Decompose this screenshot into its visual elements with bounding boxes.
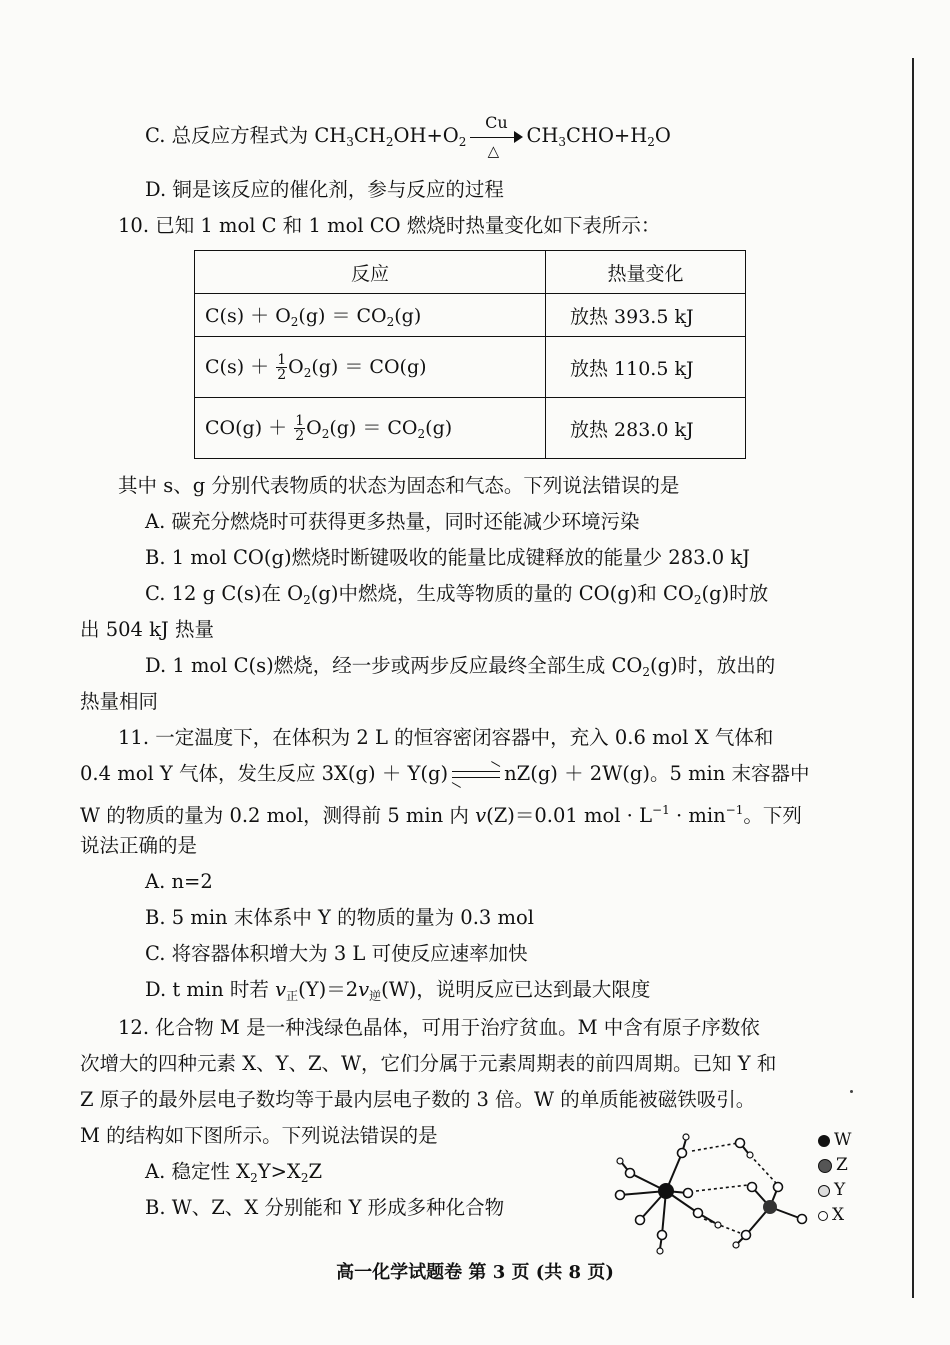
reaction-arrow-icon: Cu △ xyxy=(470,125,522,149)
table-cell-heat: 放热 110.5 kJ xyxy=(546,337,746,398)
heat-table xyxy=(194,250,746,459)
q12-option-a: A. 稳定性 $X_2Y>X_2Z$ xyxy=(145,1160,323,1185)
q11-option-c: C. 将容器体积增大为 3 L 可使反应速率加快 xyxy=(145,942,528,965)
legend-x: X xyxy=(818,1205,844,1225)
page-footer: 高一化学试题卷 第 3 页 (共 8 页) xyxy=(336,1262,614,1283)
legend-z: Z xyxy=(818,1155,848,1175)
q12-line1: 12. 化合物 M 是一种浅绿色晶体，可用于治疗贫血。M 中含有原子序数依 xyxy=(118,1016,760,1039)
q12-line2: 次增大的四种元素 X、Y、Z、W，它们分属于元素周期表的前四周期。已知 Y 和 xyxy=(80,1052,777,1075)
atom-z-icon xyxy=(763,1200,777,1214)
q9-option-d: D. 铜是该反应的催化剂，参与反应的过程 xyxy=(145,178,504,201)
equilibrium-arrow-icon xyxy=(452,768,500,782)
q11-line3: W 的物质的量为 0.2 mol，测得前 5 min 内 v(Z)＝0.01 mol · $L^{-1} \cdot \min^{-1}$。下列 xyxy=(80,803,802,827)
q10-stem: 10. 已知 1 mol C 和 1 mol CO 燃烧时热量变化如下表所示： xyxy=(118,214,661,237)
legend-w: W xyxy=(818,1130,851,1150)
q11-line4: 说法正确的是 xyxy=(80,834,198,857)
atom-w-icon xyxy=(658,1183,674,1199)
table-cell-heat: 放热 393.5 kJ xyxy=(546,294,746,337)
q10-option-d-cont: 热量相同 xyxy=(80,690,159,713)
q9-option-c: C. 总反应方程式为 $CH_3CH_2OH+O_2$ Cu △ $CH_3CHO+H_2O$ xyxy=(145,112,671,160)
q11-line1: 11. 一定温度下，在体积为 2 L 的恒容密闭容器中，充入 0.6 mol X 气体和 xyxy=(118,726,774,749)
table-cell-reaction: CO(g) ＋ $\frac{1}{2}$ $O_2(g) = CO_2(g)$ xyxy=(195,398,546,459)
table-header-heat: 热量变化 xyxy=(546,251,746,294)
molecule-structure-diagram xyxy=(600,1125,810,1255)
q10-option-a: A. 碳充分燃烧时可获得更多热量，同时还能减少环境污染 xyxy=(145,510,640,533)
table-cell-reaction: $C(s) + O_2(g) = CO_2(g)$ xyxy=(195,294,546,337)
table-cell-heat: 放热 283.0 kJ xyxy=(546,398,746,459)
hatched-circle-icon xyxy=(818,1185,830,1197)
q12-line4: M 的结构如下图所示。下列说法错误的是 xyxy=(80,1124,438,1147)
q11-option-d: D. t min 时若 $v_正(Y)=2v_逆(W)$，说明反应已达到最大限度 xyxy=(145,978,651,1003)
open-circle-icon xyxy=(818,1211,828,1221)
q10-option-b: B. 1 mol CO(g)燃烧时断键吸收的能量比成键释放的能量少 283.0 kJ xyxy=(145,546,750,569)
q11-option-a: A. n=2 xyxy=(145,870,213,893)
q11-line2: 0.4 mol Y 气体，发生反应 3X(g) ＋ Y(g) nZ(g) ＋ 2W(g)。5 min 末容器中 xyxy=(80,762,810,786)
q10-option-d: D. 1 mol C(s)燃烧，经一步或两步反应最终全部生成 $CO_2(g)$时，放出的 xyxy=(145,654,776,679)
q12-line3: Z 原子的最外层电子数均等于最内层电子数的 3 倍。W 的单质能被磁铁吸引。 xyxy=(80,1088,756,1111)
q12-option-b: B. W、Z、X 分别能和 Y 形成多种化合物 xyxy=(145,1196,505,1219)
legend-y: Y xyxy=(818,1180,845,1200)
stray-dot xyxy=(850,1090,853,1093)
page-edge-rule xyxy=(912,58,914,1298)
q10-note: 其中 s、g 分别代表物质的状态为固态和气态。下列说法错误的是 xyxy=(118,474,680,497)
filled-circle-icon xyxy=(818,1135,830,1147)
dotted-circle-icon xyxy=(818,1159,832,1173)
q10-option-c: C. 12 g C(s)在 $O_2(g)$中燃烧，生成等物质的量的 CO(g)和 $CO_2(g)$时放 xyxy=(145,582,769,607)
table-header-reaction: 反应 xyxy=(195,251,546,294)
q11-option-b: B. 5 min 末体系中 Y 的物质的量为 0.3 mol xyxy=(145,906,534,929)
table-cell-reaction: C(s) ＋ $\frac{1}{2}$ $O_2(g) = CO(g)$ xyxy=(195,337,546,398)
q10-option-c-cont: 出 504 kJ 热量 xyxy=(80,618,214,641)
